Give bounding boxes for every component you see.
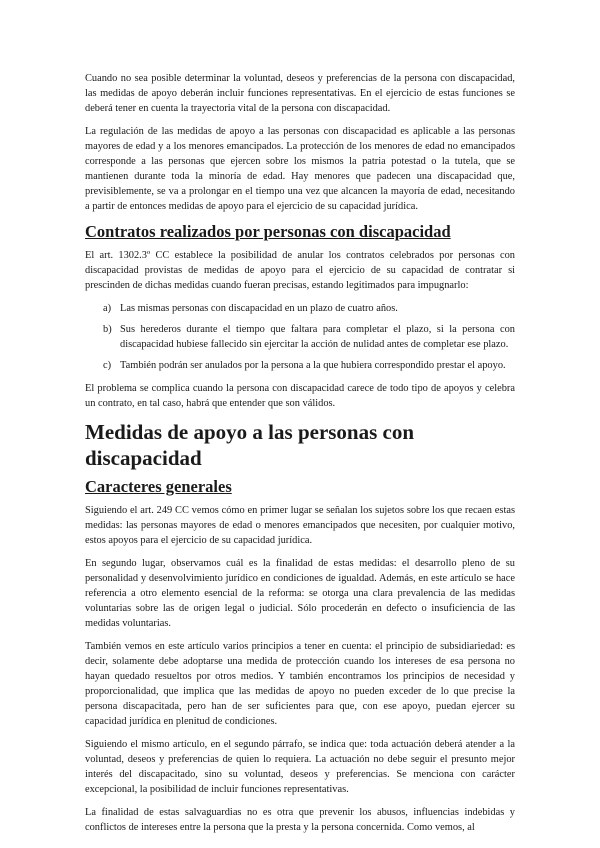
list-item [85,322,515,352]
list-item-text: Sus herederos durante el tiempo que faltara para completar el plazo, si la persona con discapacidad hubiese fallecido sin ejercitar la acción de nulidad antes de completar ese plazo. [120,324,515,350]
intro-paragraph-2: La regulación de las medidas de apoyo a las personas con discapacidad es aplicable a las personas mayores de edad y a los menores emancipados. La protección de los menores de edad no emancipados corresponde a las personas que ejercen sobre los mismos la patria potestad o la tutela, que se mantienen durante toda la minoría de edad. Hay menores que padecen una discapacidad que, previsiblemente, se va a prolongar en el tiempo una vez que alcancen la mayoría de edad, necesitando a partir de entonces medidas de apoyo para el ejercicio de su capacidad jurídica. [85,126,515,212]
list-item-text: También podrán ser anulados por la persona a la que hubiera correspondido prestar el apoyo. [120,360,506,371]
contratos-paragraph: El art. 1302.3º CC establece la posibilidad de anular los contratos celebrados por personas con discapacidad provistas de medidas de apoyo para el ejercicio de su capacidad de contratar si prescinden de dichas medidas cuando fueran precisas, estando legitimados para impugnarlo: [85,250,515,291]
contratos-closing-paragraph: El problema se complica cuando la persona con discapacidad carece de todo tipo de apoyos y celebra un contrato, en tal caso, habrá que entender que son válidos. [85,383,515,409]
medidas-paragraph-4: Siguiendo el mismo artículo, en el segundo párrafo, se indica que: toda actuación deberá atender a la voluntad, deseos y preferencias de quien lo requiera. La actuación no debe seguir el presunto mejor interés del discapacitado, sino su voluntad, deseos y preferencias. Se menciona con carácter excepcional, la posibilidad de incluir funciones representativas. [85,739,515,795]
heading-medidas: Medidas de apoyo a las personas con discapacidad [85,420,415,470]
medidas-paragraph-1: Siguiendo el art. 249 CC vemos cómo en primer lugar se señalan los sujetos sobre los que recaen estas medidas: las personas mayores de edad o menores emancipados que necesiten, por cualquier motivo, estos apoyos para el ejercicio de su capacidad jurídica. [85,505,515,546]
medidas-paragraph-3: También vemos en este artículo varios principios a tener en cuenta: el principio de subsidiariedad: es decir, solamente debe adoptarse una medida de protección cuando los intereses de esa persona no hayan quedado resueltos por otros medios. Y también encontramos los principios de necesidad y proporcionalidad, que implica que las medidas de apoyo no pueden exceder de lo que precise la persona discapacitada, pero han de ser suficientes para que, con ese apoyo, puedan ejercer su capacidad jurídica en plenitud de condiciones. [85,641,515,727]
list-item-text: Las mismas personas con discapacidad en un plazo de cuatro años. [120,303,398,314]
heading-contratos: Contratos realizados por personas con discapacidad [85,222,451,241]
contratos-list [85,301,515,373]
list-marker: a) [103,303,112,314]
list-item [85,358,515,373]
medidas-paragraph-5: La finalidad de estas salvaguardias no es otra que prevenir los abusos, influencias indebidas y conflictos de intereses entre la persona que la presta y la persona concernida. Como vemos, al [85,807,515,833]
list-item [85,301,515,316]
subheading-caracteres: Caracteres generales [85,477,232,496]
medidas-paragraph-2: En segundo lugar, observamos cuál es la finalidad de estas medidas: el desarrollo pleno de su personalidad y desenvolvimiento jurídico en condiciones de igualdad. Además, en este artículo se hace referencia a otro elemento esencial de la reforma: se otorga una clara prevalencia de las medidas voluntarias sobre las de origen legal o judicial. Sólo procederán en defecto o insuficiencia de las medidas voluntarias. [85,558,515,629]
list-marker: c) [103,360,112,371]
list-marker: b) [103,324,112,335]
intro-paragraph-1: Cuando no sea posible determinar la voluntad, deseos y preferencias de la persona con discapacidad, las medidas de apoyo deberán incluir funciones representativas. En el ejercicio de estas funciones se deberá tener en cuenta la trayectoria vital de la persona con discapacidad. [85,73,515,114]
